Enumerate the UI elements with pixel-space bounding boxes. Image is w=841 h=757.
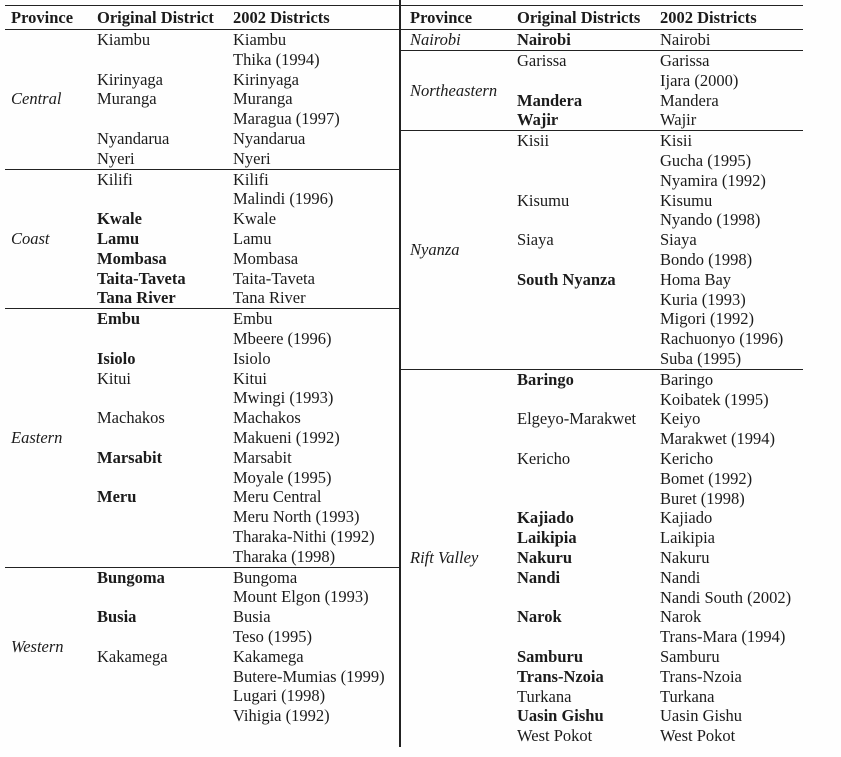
district-group-row <box>517 706 803 726</box>
district-group-row <box>97 448 399 488</box>
original-district-name: Lamu <box>97 228 140 248</box>
districts-2002-list <box>660 191 803 231</box>
district-group-row <box>517 230 803 270</box>
district-2002-name: Trans-Nzoia <box>660 666 742 686</box>
districts-2002-list <box>233 568 399 608</box>
original-district-name: West Pokot <box>517 726 593 746</box>
district-2002-name: Kitui <box>233 368 267 388</box>
districts-2002-list <box>233 89 399 129</box>
original-district-name: Machakos <box>97 408 165 428</box>
district-group-row <box>517 51 803 91</box>
district-group-row <box>517 409 803 449</box>
districts-2002-list <box>660 270 803 369</box>
districts-2002-list <box>660 370 803 410</box>
district-group-row <box>517 270 803 369</box>
original-district-name: Samburu <box>517 646 584 666</box>
districts-2002-list <box>660 409 803 449</box>
district-2002-name: Busia <box>233 607 271 627</box>
district-group-row <box>97 30 399 70</box>
district-group-row <box>517 568 803 608</box>
district-group-row <box>97 647 399 726</box>
original-district-name: Kisii <box>517 131 550 151</box>
districts-2002-list <box>660 607 803 647</box>
district-2002-name: Kajiado <box>660 508 713 528</box>
districts-2002-list <box>233 269 399 289</box>
original-district-name: Turkana <box>517 686 572 706</box>
original-district-name: Nyandarua <box>97 128 170 148</box>
district-groups <box>97 30 399 169</box>
district-group-row <box>517 607 803 647</box>
district-2002-name: Nyeri <box>233 148 271 168</box>
original-district-name: South Nyanza <box>517 269 616 289</box>
districts-2002-list <box>660 548 803 568</box>
original-district-name: Mandera <box>517 90 583 110</box>
district-groups <box>97 170 399 309</box>
district-2002-name: Nyando (1998) <box>660 210 761 230</box>
district-2002-name: Nyandarua <box>233 128 306 148</box>
district-2002-name: Marakwet (1994) <box>660 429 776 449</box>
district-2002-name: Makueni (1992) <box>233 427 340 447</box>
districts-2002-list <box>660 568 803 608</box>
original-district-name: Kitui <box>97 368 131 388</box>
district-2002-name: Muranga <box>233 89 293 109</box>
district-group-row <box>97 170 399 210</box>
district-group-row <box>517 449 803 508</box>
district-group-row <box>97 369 399 409</box>
district-2002-name: Mombasa <box>233 248 299 268</box>
district-2002-name: Laikipia <box>660 528 715 548</box>
districts-2002-list <box>233 408 399 448</box>
districts-2002-list <box>233 149 399 169</box>
district-group-row <box>97 349 399 369</box>
original-district-name: Nairobi <box>517 30 571 49</box>
original-district-name: Isiolo <box>97 348 136 368</box>
original-district-name: Wajir <box>517 110 559 130</box>
district-2002-name: Isiolo <box>233 348 271 368</box>
district-2002-name: Meru North (1993) <box>233 507 360 527</box>
district-2002-name: Kuria (1993) <box>660 289 746 309</box>
original-district-name: Trans-Nzoia <box>517 666 604 686</box>
table-body <box>5 30 399 726</box>
original-district-name: Uasin Gishu <box>517 706 604 726</box>
district-group-row <box>97 408 399 448</box>
district-group-row <box>517 110 803 130</box>
province-label: Northeastern <box>410 80 498 100</box>
districts-2002-list <box>233 647 399 726</box>
col-header-province: Province <box>410 7 473 27</box>
district-2002-name: Keiyo <box>660 409 701 429</box>
district-2002-name: Taita-Taveta <box>233 268 315 288</box>
districts-2002-list <box>660 508 803 528</box>
district-2002-name: Turkana <box>660 686 715 706</box>
district-2002-name: Bungoma <box>233 567 298 587</box>
original-district-name: Kirinyaga <box>97 69 163 89</box>
district-group-row <box>97 229 399 249</box>
district-group-row <box>517 647 803 667</box>
original-district-name: Mombasa <box>97 248 167 268</box>
original-district-name: Nandi <box>517 567 561 587</box>
district-group-row <box>517 191 803 231</box>
province-section <box>5 30 399 170</box>
district-2002-name: Lugari (1998) <box>233 686 326 706</box>
district-2002-name: Wajir <box>660 110 697 130</box>
district-2002-name: Uasin Gishu <box>660 706 743 726</box>
district-2002-name: Teso (1995) <box>233 626 313 646</box>
district-2002-name: Mount Elgon (1993) <box>233 587 369 607</box>
district-group-row <box>97 209 399 229</box>
districts-2002-list <box>233 70 399 90</box>
original-district-name: Marsabit <box>97 447 163 467</box>
district-group-row <box>517 131 803 190</box>
original-district-name: Laikipia <box>517 528 577 548</box>
district-2002-name: Tharaka-Nithi (1992) <box>233 526 375 546</box>
district-2002-name: Kwale <box>233 209 277 229</box>
district-groups <box>517 30 803 50</box>
district-2002-name: Kericho <box>660 448 714 468</box>
province-label: Central <box>11 89 62 109</box>
district-groups <box>97 568 399 726</box>
district-group-row <box>97 70 399 90</box>
district-2002-name: Kiambu <box>233 30 287 49</box>
districts-2002-list <box>660 30 803 50</box>
province-section <box>401 30 803 51</box>
original-district-name: Kilifi <box>97 169 133 189</box>
districts-2002-list <box>660 726 803 746</box>
district-2002-name: Kilifi <box>233 169 269 189</box>
district-2002-name: Bomet (1992) <box>660 468 753 488</box>
district-2002-name: Malindi (1996) <box>233 189 334 209</box>
district-2002-name: Bondo (1998) <box>660 249 753 269</box>
district-2002-name: Ijara (2000) <box>660 70 739 90</box>
district-groups <box>517 51 803 130</box>
original-district-name: Kwale <box>97 209 142 229</box>
district-2002-name: Mbeere (1996) <box>233 328 332 348</box>
table-body <box>401 30 803 746</box>
district-group-row <box>97 149 399 169</box>
original-district-name: Siaya <box>517 230 554 250</box>
districts-2002-list <box>233 249 399 269</box>
districts-2002-list <box>233 129 399 149</box>
districts-2002-list <box>660 667 803 687</box>
province-label: Nyanza <box>410 239 460 259</box>
districts-2002-list <box>233 309 399 349</box>
district-2002-name: Marsabit <box>233 447 292 467</box>
district-2002-name: Nandi South (2002) <box>660 587 792 607</box>
table-header-row <box>5 6 399 30</box>
district-2002-name: Thika (1994) <box>233 49 320 69</box>
districts-table-right <box>401 5 803 746</box>
district-group-row <box>517 687 803 707</box>
original-district-name: Taita-Taveta <box>97 268 186 288</box>
district-group-row <box>97 129 399 149</box>
district-groups <box>517 131 803 369</box>
districts-2002-list <box>660 131 803 190</box>
district-2002-name: Tharaka (1998) <box>233 546 336 566</box>
original-district-name: Tana River <box>97 288 176 308</box>
original-district-name: Busia <box>97 607 137 627</box>
district-2002-name: Baringo <box>660 369 714 389</box>
original-district-name: Kakamega <box>97 646 168 666</box>
district-group-row <box>97 309 399 349</box>
district-group-row <box>517 528 803 548</box>
original-district-name: Garissa <box>517 51 567 70</box>
districts-2002-list <box>660 110 803 130</box>
district-group-row <box>517 667 803 687</box>
districts-2002-list <box>233 209 399 229</box>
original-district-name: Elgeyo-Marakwet <box>517 409 637 429</box>
districts-2002-list <box>233 607 399 647</box>
district-group-row <box>517 548 803 568</box>
districts-2002-list <box>660 230 803 270</box>
district-group-row <box>97 249 399 269</box>
districts-2002-list <box>660 449 803 508</box>
districts-2002-list <box>233 288 399 308</box>
province-section <box>401 370 803 746</box>
district-2002-name: Vihigia (1992) <box>233 706 330 726</box>
districts-2002-list <box>660 528 803 548</box>
district-2002-name: Nyamira (1992) <box>660 170 766 190</box>
district-2002-name: Nairobi <box>660 30 711 49</box>
district-2002-name: Mandera <box>660 90 719 110</box>
district-2002-name: Machakos <box>233 408 301 428</box>
district-groups <box>97 309 399 566</box>
district-2002-name: Buret (1998) <box>660 488 745 508</box>
col-header-original-district: Original District <box>97 7 214 27</box>
original-district-name: Nakuru <box>517 547 573 567</box>
table-header-row <box>401 6 803 30</box>
original-district-name: Embu <box>97 309 141 329</box>
original-district-name: Kericho <box>517 448 571 468</box>
districts-2002-list <box>660 51 803 91</box>
district-2002-name: Kisii <box>660 131 693 151</box>
districts-2002-list <box>233 487 399 566</box>
district-groups <box>517 370 803 746</box>
district-group-row <box>97 89 399 129</box>
original-district-name: Nyeri <box>97 148 135 168</box>
districts-2002-list <box>233 369 399 409</box>
province-section <box>5 309 399 567</box>
province-label: Nairobi <box>410 30 461 49</box>
district-group-row <box>517 508 803 528</box>
district-2002-name: Tana River <box>233 288 306 308</box>
original-district-name: Narok <box>517 607 562 627</box>
district-2002-name: Nakuru <box>660 547 710 567</box>
district-group-row <box>97 568 399 608</box>
original-district-name: Kisumu <box>517 190 570 210</box>
province-label: Rift Valley <box>410 547 479 567</box>
district-2002-name: Homa Bay <box>660 269 732 289</box>
district-2002-name: Kakamega <box>233 646 304 666</box>
district-group-row <box>517 370 803 410</box>
district-2002-name: Meru Central <box>233 487 322 507</box>
districts-2002-list <box>660 706 803 726</box>
districts-2002-list <box>233 170 399 210</box>
districts-2002-list <box>233 30 399 70</box>
district-2002-name: Maragua (1997) <box>233 109 340 129</box>
col-header-province: Province <box>11 7 74 27</box>
district-2002-name: Embu <box>233 309 273 329</box>
district-group-row <box>97 487 399 566</box>
districts-table-left <box>5 5 399 726</box>
district-2002-name: Koibatek (1995) <box>660 389 769 409</box>
district-2002-name: Samburu <box>660 646 720 666</box>
district-2002-name: Kirinyaga <box>233 69 299 89</box>
districts-2002-list <box>660 647 803 667</box>
province-section <box>401 131 803 370</box>
district-2002-name: Nandi <box>660 567 701 587</box>
districts-2002-list <box>660 91 803 111</box>
col-header-2002-districts: 2002 Districts <box>233 7 330 27</box>
district-2002-name: Gucha (1995) <box>660 150 752 170</box>
district-group-row <box>97 288 399 308</box>
district-2002-name: Suba (1995) <box>660 348 742 368</box>
districts-2002-list <box>233 229 399 249</box>
original-district-name: Muranga <box>97 89 157 109</box>
district-group-row <box>517 726 803 746</box>
province-label: Eastern <box>11 427 63 447</box>
district-2002-name: Rachuonyo (1996) <box>660 329 784 349</box>
district-2002-name: Siaya <box>660 230 697 250</box>
original-district-name: Kajiado <box>517 508 574 528</box>
district-group-row <box>97 607 399 647</box>
district-2002-name: Moyale (1995) <box>233 467 332 487</box>
province-label: Coast <box>11 228 50 248</box>
province-section <box>5 568 399 726</box>
district-2002-name: Mwingi (1993) <box>233 388 334 408</box>
district-2002-name: Trans-Mara (1994) <box>660 627 786 647</box>
district-group-row <box>517 30 803 50</box>
province-label: Western <box>11 636 64 656</box>
province-section <box>5 170 399 310</box>
district-group-row <box>517 91 803 111</box>
district-2002-name: Lamu <box>233 228 272 248</box>
original-district-name: Bungoma <box>97 567 165 587</box>
original-district-name: Baringo <box>517 369 574 389</box>
district-2002-name: Garissa <box>660 51 710 70</box>
district-2002-name: Migori (1992) <box>660 309 754 329</box>
districts-2002-list <box>233 349 399 369</box>
original-district-name: Kiambu <box>97 30 151 49</box>
province-section <box>401 51 803 131</box>
col-header-original-districts: Original Districts <box>517 7 641 27</box>
district-2002-name: Kisumu <box>660 190 713 210</box>
original-district-name: Meru <box>97 487 137 507</box>
districts-2002-list <box>233 448 399 488</box>
district-2002-name: Butere-Mumias (1999) <box>233 666 385 686</box>
district-2002-name: West Pokot <box>660 726 736 746</box>
districts-2002-list <box>660 687 803 707</box>
district-2002-name: Narok <box>660 607 702 627</box>
col-header-2002-districts: 2002 Districts <box>660 7 757 27</box>
district-group-row <box>97 269 399 289</box>
